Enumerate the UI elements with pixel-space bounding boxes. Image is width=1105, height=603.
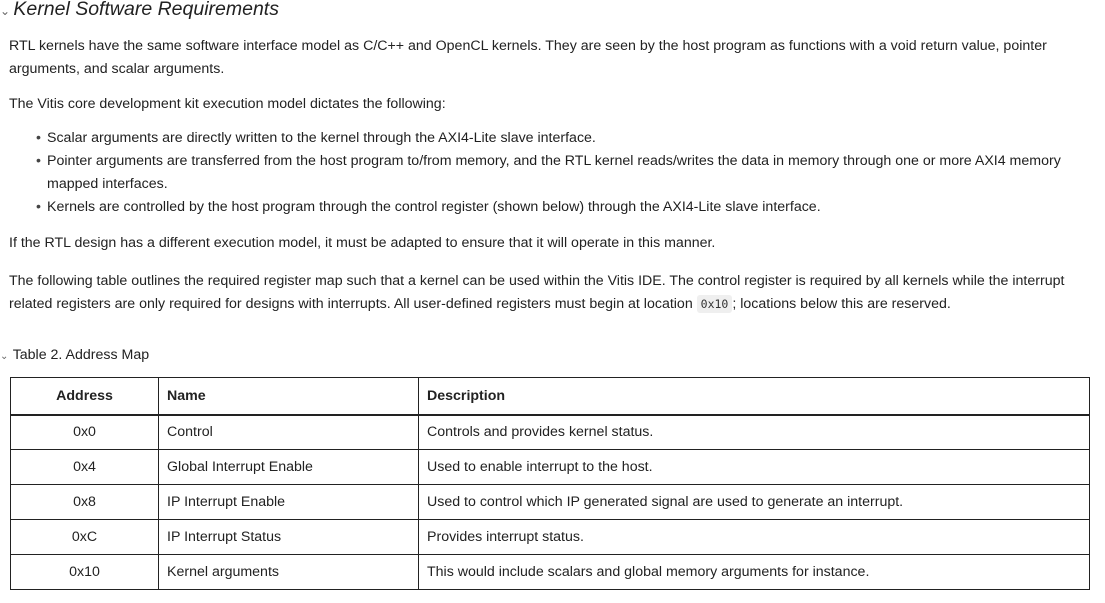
cell-description: This would include scalars and global memory arguments for instance.: [419, 555, 1090, 590]
requirements-list: [36, 127, 1096, 219]
cell-address: 0xC: [11, 520, 159, 555]
table-row: [11, 485, 1090, 520]
cell-description: Used to control which IP generated signal are used to generate an interrupt.: [419, 485, 1090, 520]
cell-description: Controls and provides kernel status.: [419, 415, 1090, 450]
bullet-icon: •: [36, 153, 41, 169]
register-map-text-end: ; locations below this are reserved.: [732, 296, 951, 312]
cell-address: 0x10: [11, 555, 159, 590]
execution-model-paragraph: The Vitis core development kit execution model dictates the following:: [9, 96, 446, 112]
cell-name: Kernel arguments: [159, 555, 419, 590]
inline-code-address: 0x10: [697, 295, 733, 313]
table-caption[interactable]: [0, 347, 149, 363]
bullet-icon: •: [36, 130, 41, 146]
list-item-text: Kernels are controlled by the host program through the control register (shown below) through the AXI4-Lite slave interface.: [47, 199, 821, 215]
cell-address: 0x8: [11, 485, 159, 520]
list-item: [36, 196, 1096, 219]
cell-address: 0x4: [11, 450, 159, 485]
cell-name: Control: [159, 415, 419, 450]
chevron-down-icon[interactable]: ⌄: [0, 351, 9, 362]
table-row: [11, 555, 1090, 590]
section-heading[interactable]: [0, 0, 279, 21]
address-map-table: [10, 377, 1090, 590]
cell-description: Used to enable interrupt to the host.: [419, 450, 1090, 485]
adaptation-paragraph: If the RTL design has a different execution model, it must be adapted to ensure that it will operate in this manner.: [9, 235, 716, 251]
list-item-text: Pointer arguments are transferred from the host program to/from memory, and the RTL kernel reads/writes the data in memory through one or more AXI4 memory mapped interfaces.: [47, 153, 1061, 192]
cell-name: IP Interrupt Status: [159, 520, 419, 555]
cell-address: 0x0: [11, 415, 159, 450]
table-row: [11, 415, 1090, 450]
cell-name: Global Interrupt Enable: [159, 450, 419, 485]
cell-description: Provides interrupt status.: [419, 520, 1090, 555]
list-item-text: Scalar arguments are directly written to the kernel through the AXI4-Lite slave interface.: [47, 130, 596, 146]
list-item: [36, 150, 1096, 196]
table-row: [11, 520, 1090, 555]
bullet-icon: •: [36, 199, 41, 215]
register-map-paragraph: [9, 270, 1099, 316]
table-caption-text: Table 2. Address Map: [12, 347, 150, 363]
list-item: [36, 127, 1096, 150]
column-header-name: Name: [159, 378, 419, 415]
table-row: [11, 450, 1090, 485]
column-header-description: Description: [419, 378, 1090, 415]
register-map-text-start: The following table outlines the required register map such that a kernel can be used within the Vitis IDE. The control register is required by all kernels while the interrupt related registers are only required for designs with interrupts. All user-defined registers must begin at location: [9, 273, 1065, 312]
table-header-row: [11, 378, 1090, 415]
column-header-address: Address: [11, 378, 159, 415]
cell-name: IP Interrupt Enable: [159, 485, 419, 520]
intro-paragraph: RTL kernels have the same software interface model as C/C++ and OpenCL kernels. They are seen by the host program as functions with a void return value, pointer arguments, and scalar arguments.: [9, 38, 1047, 77]
chevron-down-icon[interactable]: ⌄: [0, 4, 11, 18]
section-title-text: Kernel Software Requirements: [13, 0, 279, 20]
